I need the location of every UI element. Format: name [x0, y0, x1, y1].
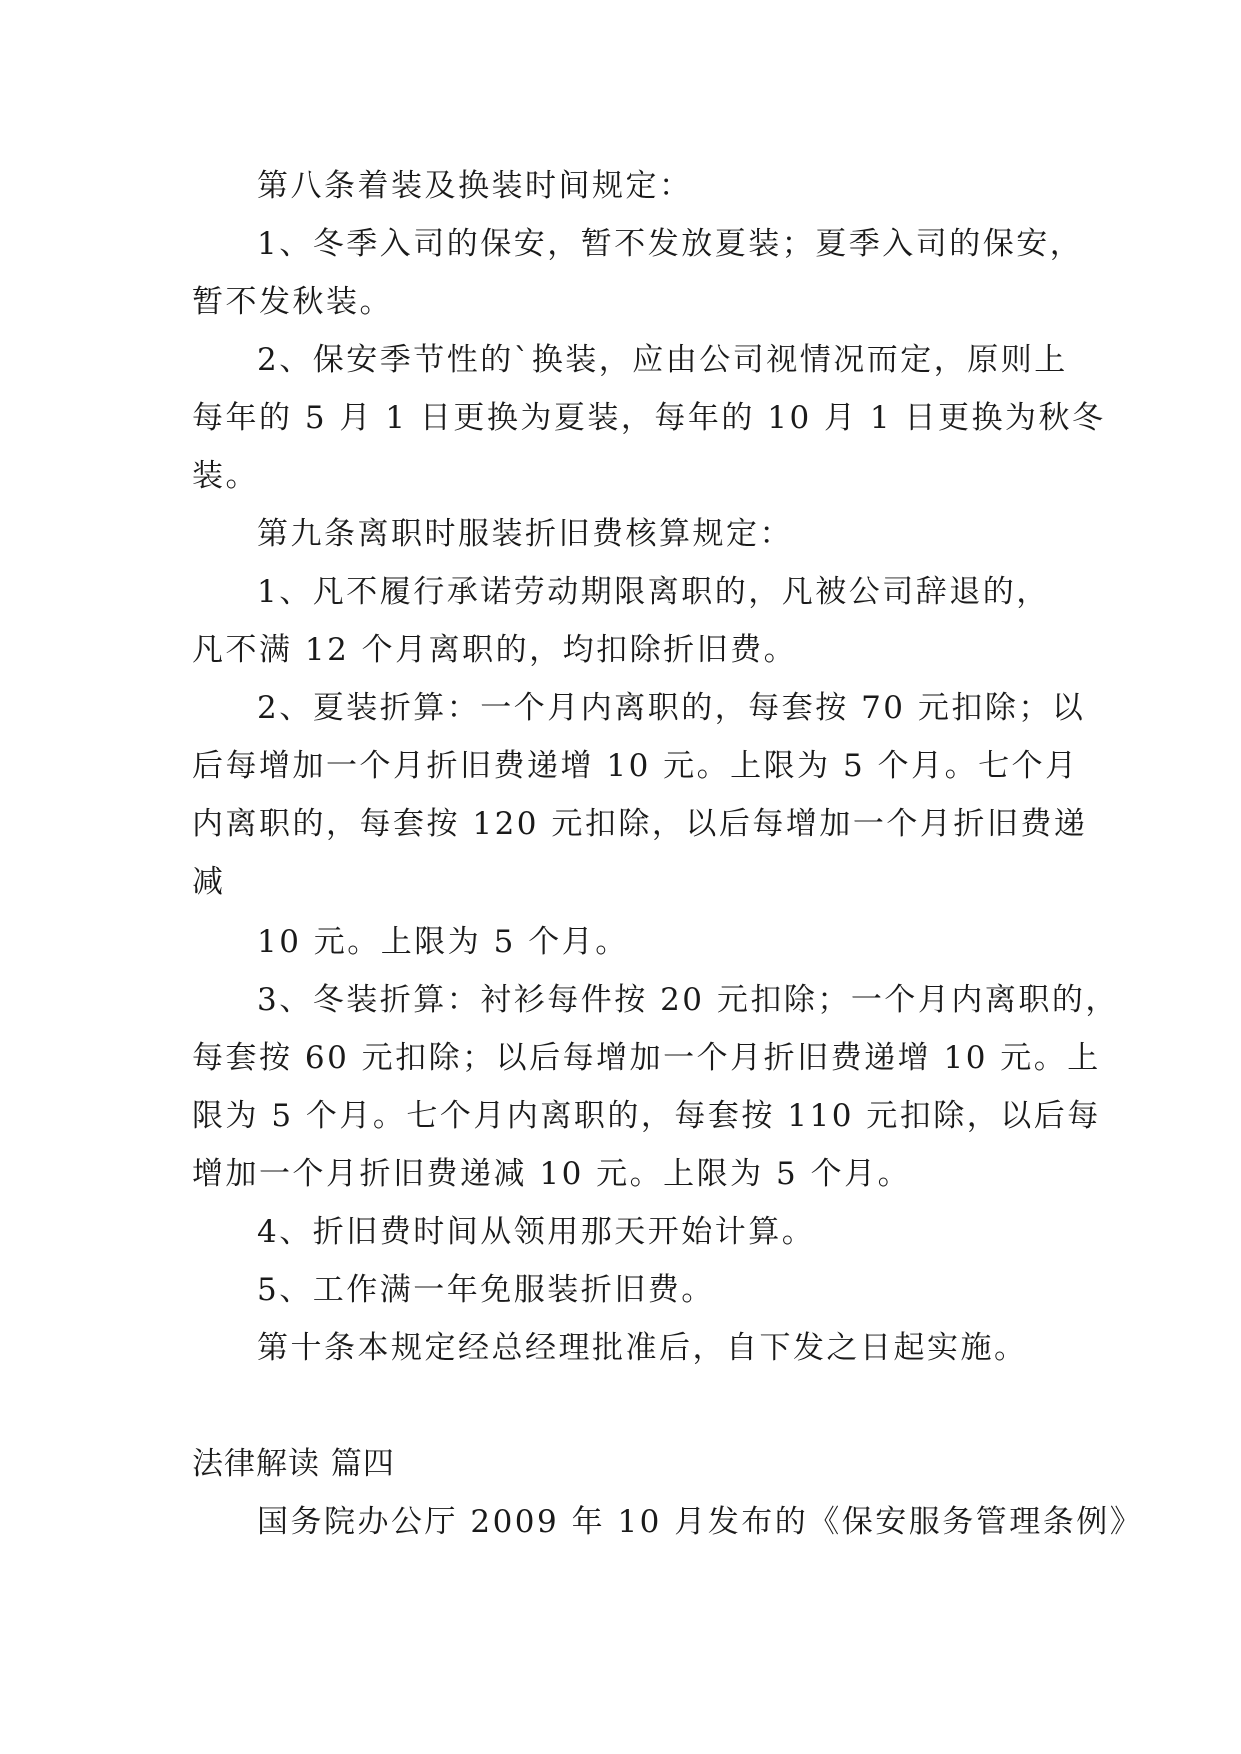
paragraph-line: 内离职的，每套按 120 元扣除，以后每增加一个月折旧费递	[192, 806, 1088, 842]
paragraph-line: 每年的 5 月 1 日更换为夏装，每年的 10 月 1 日更换为秋冬	[192, 400, 1106, 436]
paragraph-line: 国务院办公厅 2009 年 10 月发布的《保安服务管理条例》	[257, 1504, 1144, 1540]
paragraph-line: 10 元。上限为 5 个月。	[257, 924, 629, 960]
article-9-heading: 第九条离职时服装折旧费核算规定：	[257, 516, 793, 552]
paragraph-line: 暂不发秋装。	[192, 284, 393, 320]
paragraph-line: 1、凡不履行承诺劳动期限离职的，凡被公司辞退的，	[257, 574, 1050, 610]
paragraph-line: 后每增加一个月折旧费递增 10 元。上限为 5 个月。七个月	[192, 748, 1079, 784]
article-8-heading: 第八条着装及换装时间规定：	[257, 168, 693, 204]
paragraph-line: 每套按 60 元扣除；以后每增加一个月折旧费递增 10 元。上	[192, 1040, 1101, 1076]
paragraph-line: 限为 5 个月。七个月内离职的，每套按 110 元扣除，以后每	[192, 1098, 1101, 1134]
section-heading: 法律解读 篇四	[192, 1446, 395, 1482]
paragraph-line: 2、保安季节性的`换装，应由公司视情况而定，原则上	[257, 342, 1068, 378]
paragraph-line: 4、折旧费时间从领用那天开始计算。	[257, 1214, 816, 1250]
paragraph-line: 1、冬季入司的保安，暂不发放夏装；夏季入司的保安，	[257, 226, 1084, 262]
paragraph-line: 5、工作满一年免服装折旧费。	[257, 1272, 715, 1308]
paragraph-line: 凡不满 12 个月离职的，均扣除折旧费。	[192, 632, 798, 668]
paragraph-line: 装。	[192, 458, 259, 494]
article-10-line: 第十条本规定经总经理批准后，自下发之日起实施。	[257, 1330, 1028, 1366]
paragraph-line: 2、夏装折算：一个月内离职的，每套按 70 元扣除；以	[257, 690, 1086, 726]
paragraph-line: 3、冬装折算：衬衫每件按 20 元扣除；一个月内离职的，	[257, 982, 1119, 1018]
paragraph-line: 增加一个月折旧费递减 10 元。上限为 5 个月。	[192, 1156, 912, 1192]
paragraph-line: 减	[192, 864, 226, 900]
